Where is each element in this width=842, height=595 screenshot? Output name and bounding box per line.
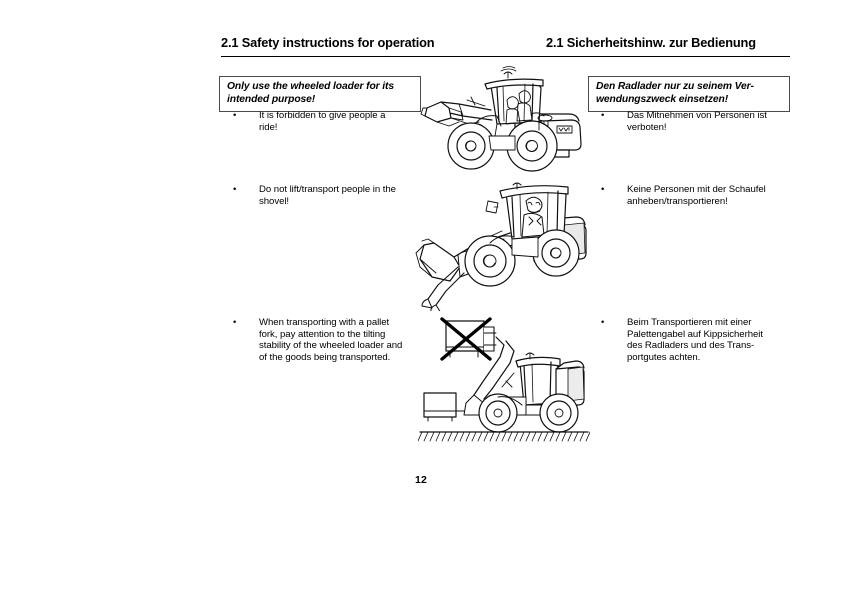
bullet-line: portgutes achten. <box>627 351 701 363</box>
wheel-loader-with-passenger-illustration <box>419 64 591 176</box>
bullet-english-2 <box>233 184 423 207</box>
callout-english-line-1: Only use the wheeled loader for its <box>227 81 395 92</box>
callout-box-german <box>588 76 790 112</box>
bullet-line: Do not lift/transport people in the <box>259 184 396 195</box>
bullet-marker: • <box>233 110 237 121</box>
bullet-line: Palettengabel auf Kippsicherheit <box>627 328 764 340</box>
bullet-line: fork, pay attention to the tilting <box>259 328 386 340</box>
page-header <box>221 34 790 57</box>
bullet-line: of the goods being transported. <box>259 351 391 363</box>
bullet-english-2-text <box>259 184 423 207</box>
bullet-english-3-text <box>259 317 423 363</box>
bullet-german-1 <box>601 110 796 133</box>
bullet-line: shovel! <box>259 195 290 207</box>
header-title-english: 2.1 Safety instructions for operation <box>221 35 435 50</box>
bullet-german-2-text <box>627 184 796 207</box>
bullet-german-3-text <box>627 317 796 363</box>
bullet-marker: • <box>601 184 605 195</box>
bullet-marker: • <box>233 317 237 328</box>
callout-german-line-2: wendungszweck einsetzen! <box>596 93 729 105</box>
bullet-line: Beim Transportieren mit einer <box>627 317 752 328</box>
bullet-line: Keine Personen mit der Schaufel <box>627 184 766 195</box>
bullet-line: ride! <box>259 121 278 133</box>
pallet-fork-tipping-illustration <box>418 311 590 443</box>
bullet-line: When transporting with a pallet <box>259 317 390 328</box>
header-title-german: 2.1 Sicherheitshinw. zur Bedienung <box>546 35 756 50</box>
bullet-marker: • <box>601 110 605 121</box>
bullet-line: stability of the wheeled loader and <box>259 340 403 352</box>
bullet-line: It is forbidden to give people a <box>259 110 386 121</box>
bullet-line: des Radladers und des Trans- <box>627 340 755 352</box>
bullet-german-1-text <box>627 110 796 133</box>
person-in-shovel-illustration <box>414 181 592 311</box>
bullet-german-3 <box>601 317 796 363</box>
bullet-english-1-text <box>259 110 423 133</box>
callout-english-line-2: intended purpose! <box>227 93 316 105</box>
bullet-english-1 <box>233 110 423 133</box>
bullet-german-2 <box>601 184 796 207</box>
callout-box-english <box>219 76 421 112</box>
bullet-marker: • <box>233 184 237 195</box>
bullet-line: anheben/transportieren! <box>627 195 728 207</box>
page-number: 12 <box>414 474 428 486</box>
bullet-line: Das Mitnehmen von Personen ist <box>627 110 767 121</box>
bullet-marker: • <box>601 317 605 328</box>
callout-german-line-1: Den Radlader nur zu seinem Ver- <box>596 81 754 92</box>
bullet-line: verboten! <box>627 121 667 133</box>
bullet-english-3 <box>233 317 423 363</box>
